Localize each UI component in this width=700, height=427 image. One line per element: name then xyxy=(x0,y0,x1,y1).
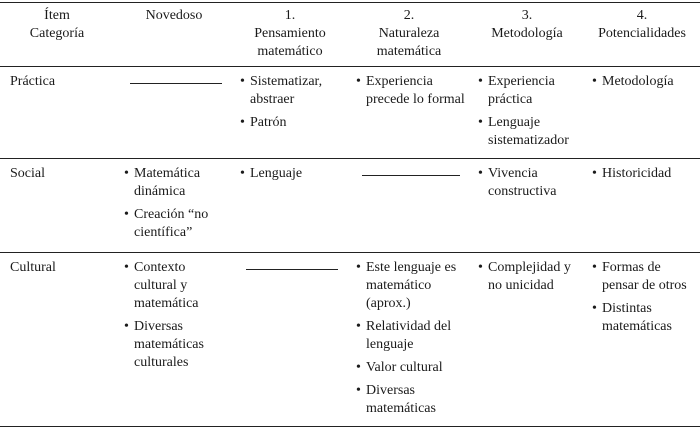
list-item: • Matemática dinámica xyxy=(122,165,228,201)
pensamiento-cell xyxy=(232,253,348,427)
pensamiento-cell xyxy=(232,159,348,253)
list-item: • Valor cultural xyxy=(354,359,466,377)
header-row xyxy=(0,3,700,67)
list-item: • Contexto cultural y matemática xyxy=(122,259,228,313)
bullet-list xyxy=(354,259,466,418)
naturaleza-cell xyxy=(348,159,470,253)
bullet-list xyxy=(122,165,228,242)
pensamiento-cell xyxy=(232,67,348,159)
header-line: Categoría xyxy=(29,26,85,41)
header-pensamiento xyxy=(232,3,348,67)
metodologia-cell xyxy=(470,253,584,427)
header-line: Pensamiento xyxy=(254,26,326,41)
category-cell: Cultural xyxy=(0,253,116,427)
list-item: • Este lenguaje es matemático (aprox.) xyxy=(354,259,466,313)
list-item: • Lenguaje sistematizador xyxy=(476,114,580,150)
list-item: • Sistematizar, abstraer xyxy=(238,73,344,109)
header-item-categoria xyxy=(0,3,116,67)
list-item: • Relatividad del lenguaje xyxy=(354,318,466,354)
list-item: • Diversas matemáticas culturales xyxy=(122,318,228,372)
metodologia-cell xyxy=(470,159,584,253)
header-line: Naturaleza xyxy=(378,26,440,41)
bullet-list xyxy=(476,259,580,295)
list-item: • Metodología xyxy=(590,73,696,91)
category-cell: Práctica xyxy=(0,67,116,159)
category-table xyxy=(0,2,700,427)
bullet-list xyxy=(238,165,344,183)
list-item: • Experiencia precede lo formal xyxy=(354,73,466,109)
table-row-social xyxy=(0,159,700,253)
naturaleza-cell xyxy=(348,67,470,159)
bullet-list xyxy=(476,165,580,201)
novedoso-cell xyxy=(116,67,232,159)
novedoso-cell xyxy=(116,253,232,427)
potencialidades-cell xyxy=(584,253,700,427)
list-item: • Vivencia constructiva xyxy=(476,165,580,201)
novedoso-cell xyxy=(116,159,232,253)
header-line: matemático xyxy=(257,44,323,59)
list-item: • Distintas matemáticas xyxy=(590,300,696,336)
header-line: 4. xyxy=(636,8,648,23)
header-line: 1. xyxy=(284,8,296,23)
list-item: • Lenguaje xyxy=(238,165,344,183)
table-row-practica xyxy=(0,67,700,159)
header-novedoso xyxy=(116,3,232,67)
potencialidades-cell xyxy=(584,67,700,159)
bullet-list xyxy=(590,259,696,336)
list-item: • Formas de pensar de otros xyxy=(590,259,696,295)
header-line: Novedoso xyxy=(145,8,203,23)
potencialidades-cell xyxy=(584,159,700,253)
bullet-list xyxy=(476,73,580,150)
list-item: • Creación “no científica” xyxy=(122,206,228,242)
list-item: • Diversas matemáticas xyxy=(354,382,466,418)
header-line: matemática xyxy=(376,44,442,59)
table-header xyxy=(0,3,700,67)
list-item: • Patrón xyxy=(238,114,344,132)
bullet-list xyxy=(590,73,696,91)
naturaleza-cell xyxy=(348,253,470,427)
empty-dash xyxy=(246,259,338,270)
header-line: Ítem xyxy=(44,8,70,23)
header-line: Potencialidades xyxy=(598,26,686,41)
category-cell: Social xyxy=(0,159,116,253)
bullet-list xyxy=(354,73,466,109)
metodologia-cell xyxy=(470,67,584,159)
header-line: 3. xyxy=(521,8,533,23)
bullet-list xyxy=(122,259,228,372)
list-item: • Experiencia práctica xyxy=(476,73,580,109)
header-line: 2. xyxy=(403,8,415,23)
table-row-cultural xyxy=(0,253,700,427)
bullet-list xyxy=(590,165,696,183)
bullet-list xyxy=(238,73,344,132)
header-naturaleza xyxy=(348,3,470,67)
header-potencialidades xyxy=(584,3,700,67)
list-item: • Historicidad xyxy=(590,165,696,183)
empty-dash xyxy=(362,165,460,176)
list-item: • Complejidad y no unicidad xyxy=(476,259,580,295)
header-line: Metodología xyxy=(491,26,563,41)
empty-dash xyxy=(130,73,222,84)
header-metodologia xyxy=(470,3,584,67)
table-body xyxy=(0,67,700,427)
